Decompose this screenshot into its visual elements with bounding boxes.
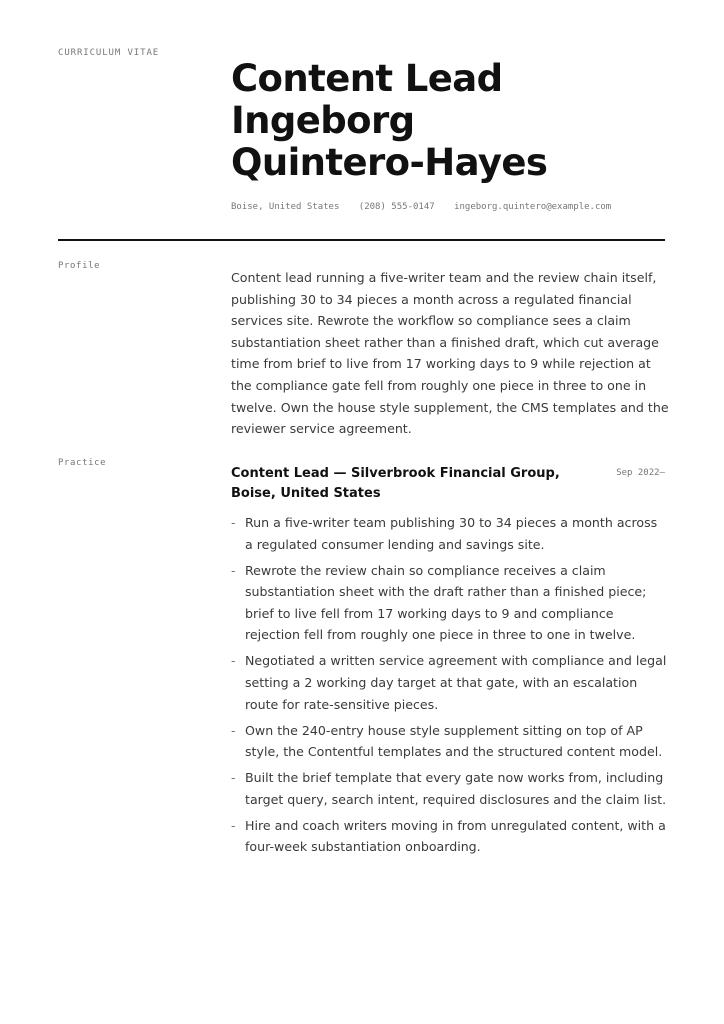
- bullet-dash: -: [231, 770, 236, 786]
- section-label-practice: Practice: [58, 458, 107, 468]
- job-header: [231, 464, 665, 504]
- list-item: [231, 512, 667, 555]
- bullet-text: Built the brief template that every gate now works from, including target query, search intent, required disclosures and the claim list.: [245, 770, 667, 807]
- profile-text: Content lead running a five-writer team and the review chain itself, publishing 30 to 34 pieces a month across a regulated financial services site. Rewrote the workflow so compliance sees a claim substantiation sheet rather than a finished draft, which cut average time from brief to live from 17 working days to 9 while rejection at the compliance gate fell from roughly one piece in three to one in twelve. Own the house style supplement, the CMS templates and the reviewer service agreement.: [231, 270, 669, 437]
- name-line-last: Quintero-Hayes: [231, 141, 548, 184]
- section-label-profile: Profile: [58, 261, 101, 271]
- bullet-dash: -: [231, 722, 236, 738]
- contact-phone: (208) 555-0147: [358, 202, 435, 212]
- list-item: [231, 560, 667, 646]
- bullet-dash: -: [231, 515, 236, 530]
- list-item: [231, 720, 667, 763]
- list-item: [231, 767, 667, 810]
- list-item: [231, 650, 667, 715]
- bullet-dash: -: [231, 653, 236, 669]
- contact-email: ingeborg.quintero@example.com: [454, 202, 612, 212]
- name-heading: [231, 58, 671, 184]
- bullet-text: Hire and coach writers moving in from unregulated content, with a four-week substantiation onboarding.: [245, 817, 666, 855]
- bullet-dash: -: [231, 817, 236, 833]
- bullet-text: Own the 240-entry house style supplement sitting on top of AP style, the Contentful templates and the structured content model.: [245, 722, 663, 760]
- name-line-role: Content Lead: [231, 57, 503, 100]
- contact-location: Boise, United States: [231, 202, 340, 212]
- bullet-dash: -: [231, 562, 236, 578]
- bullet-text: Run a five-writer team publishing 30 to 34 pieces a month across a regulated consumer lending and savings site.: [245, 515, 658, 552]
- job-date: Sep 2022–: [616, 468, 665, 478]
- job-bullets: [231, 512, 667, 862]
- bullet-text: Rewrote the review chain so compliance receives a claim substantiation sheet with the draft rather than a finished piece; brief to live fell from 17 working days to 9 and compliance rejection fell from roughly one piece in three to one in twelve.: [245, 562, 647, 643]
- document-kicker: CURRICULUM VITAE: [58, 48, 160, 58]
- contact-line: [231, 202, 625, 212]
- name-line-first: Ingeborg: [231, 99, 415, 142]
- job-title: Content Lead — Silverbrook Financial Group, Boise, United States: [231, 466, 560, 501]
- bullet-text: Negotiated a written service agreement with compliance and legal setting a 2 working day target at that gate, with an escalation route for rate-sensitive pieces.: [245, 653, 667, 712]
- header-divider: [58, 239, 665, 241]
- list-item: [231, 815, 667, 858]
